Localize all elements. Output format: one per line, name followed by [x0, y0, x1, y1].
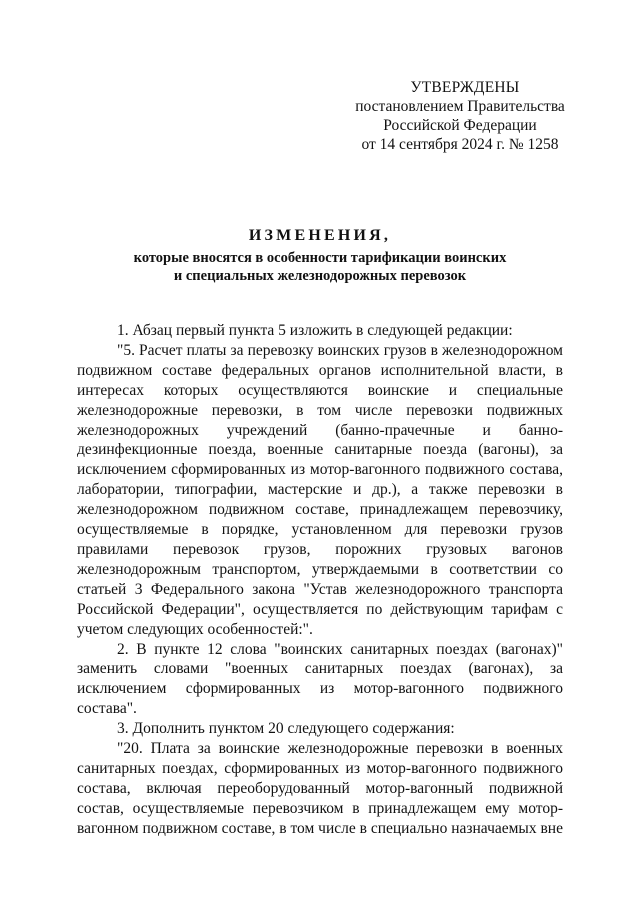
date-number-line: от 14 сентября 2024 г. № 1258	[361, 136, 559, 153]
subtitle-line-1: которые вносятся в особенности тарификации воинских	[133, 250, 507, 266]
paragraph-item-1: 1. Абзац первый пункта 5 изложить в следующей редакции:	[117, 322, 513, 339]
document-subtitle	[0, 249, 640, 285]
paragraph-item-3: 3. Дополнить пунктом 20 следующего содержания:	[117, 720, 455, 738]
resolution-line: постановлением Правительства	[355, 98, 565, 115]
approval-block	[330, 78, 590, 154]
subtitle-line-2: и специальных железнодорожных перевозок	[173, 268, 467, 284]
approved-label: УТВЕРЖДЕНЫ	[410, 79, 520, 96]
government-line: Российской Федерации	[383, 117, 537, 134]
document-title: ИЗМЕНЕНИЯ,	[248, 227, 392, 244]
document-body	[77, 321, 563, 839]
paragraph-item-2: 2. В пункте 12 слова "воинских санитарных поездах (вагонах)" заменить словами "военных санитарных поездах (вагонах), за исключением сформированных из мотор-вагонного подвижного состава".	[77, 640, 563, 718]
paragraph-quote-20: "20. Плата за воинские железнодорожные перевозки в военных санитарных поездах, сформированных из мотор-вагонного подвижного состава, включая переоборудованный мотор-вагонный подвижной состав, осуществляемые перевозчиком в принадлежащем ему мотор-вагонном подвижном составе, в том числе в специально назначаемых вне	[77, 740, 563, 837]
paragraph-quote-5: "5. Расчет платы за перевозку воинских грузов в железнодорожном подвижном составе федеральных органов исполнительной власти, в интересах которых осуществляются воинские и специальные железнодорожные перевозки, в том числе перевозки подвижных железнодорожных учреждений (банно-прачечные и банно-дезинфекционные поезда, военные санитарные поезда (вагоны), за исключением сформированных из мотор-вагонного подвижного состава, лаборатории, типографии, мастерские и др.), а также перевозки в железнодорожном подвижном составе, принадлежащем перевозчику, осуществляемые в порядке, установленном для перевозки грузов правилами перевозок грузов, порожних грузовых вагонов железнодорожным транспортом, утверждаемыми в соответствии со статьей 3 Федерального закона "Устав железнодорожного транспорта Российской Федерации", осуществляется по действующим тарифам с учетом следующих особенностей:".	[77, 341, 563, 638]
